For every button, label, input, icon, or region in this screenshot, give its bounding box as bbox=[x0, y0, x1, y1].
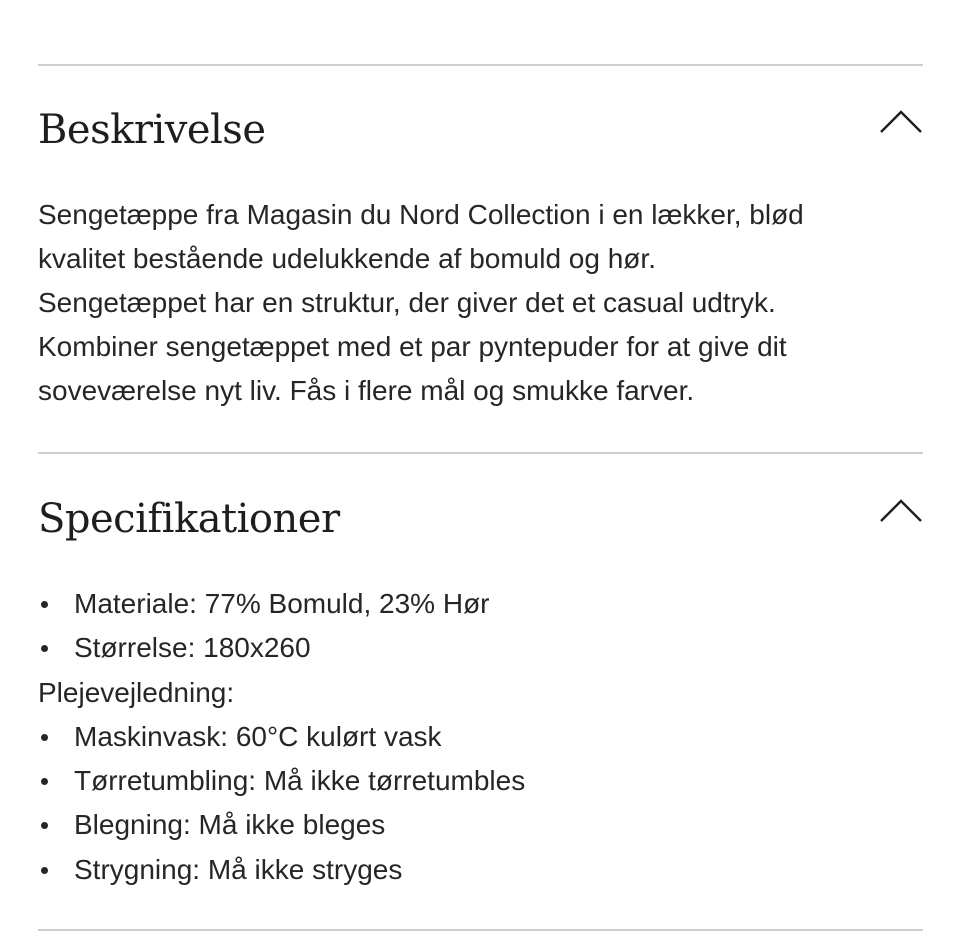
care-bleach: Blegning: Må ikke bleges bbox=[74, 809, 386, 841]
bullet-icon bbox=[41, 867, 48, 874]
spec-material: Materiale: 77% Bomuld, 23% Hør bbox=[74, 588, 490, 619]
top-divider bbox=[38, 64, 923, 66]
care-ironing: Strygning: Må ikke stryges bbox=[74, 853, 403, 885]
bullet-icon bbox=[41, 778, 48, 785]
description-text: Sengetæppe fra Magasin du Nord Collection i en lækker, blød kvalitet bestående udelukkende af bomuld og hør. Sengetæppet har en struktur, der giver det et casual udtryk. Kombiner sengetæppet med et par pyntepuder for at give dit soveværelse nyt liv. Fås i flere mål og smukke farver. bbox=[38, 199, 804, 406]
care-list bbox=[38, 715, 923, 892]
specifications-title: Specifikationer bbox=[38, 496, 340, 542]
list-item bbox=[38, 803, 923, 847]
chevron-up-icon[interactable] bbox=[879, 106, 923, 138]
spec-size: Størrelse: 180x260 bbox=[74, 632, 311, 664]
list-item bbox=[38, 848, 923, 892]
middle-divider bbox=[38, 452, 923, 454]
bullet-icon bbox=[41, 645, 48, 652]
description-section-header[interactable] bbox=[38, 100, 923, 160]
bullet-icon bbox=[41, 601, 48, 608]
care-wash: Maskinvask: 60°C kulørt vask bbox=[74, 720, 442, 752]
description-title: Beskrivelse bbox=[38, 107, 266, 153]
list-item bbox=[38, 759, 923, 803]
specifications-content bbox=[38, 582, 923, 892]
chevron-up-icon[interactable] bbox=[879, 495, 923, 527]
bullet-icon bbox=[41, 822, 48, 829]
bullet-icon bbox=[41, 734, 48, 741]
care-tumble-dry: Tørretumbling: Må ikke tørretumbles bbox=[74, 765, 526, 797]
list-item bbox=[38, 715, 923, 759]
specifications-section-header[interactable] bbox=[38, 489, 923, 549]
care-heading: Plejevejledning: bbox=[38, 676, 235, 708]
list-item bbox=[38, 626, 923, 670]
spec-list bbox=[38, 582, 923, 671]
bottom-divider bbox=[38, 929, 923, 931]
list-item bbox=[38, 582, 923, 626]
